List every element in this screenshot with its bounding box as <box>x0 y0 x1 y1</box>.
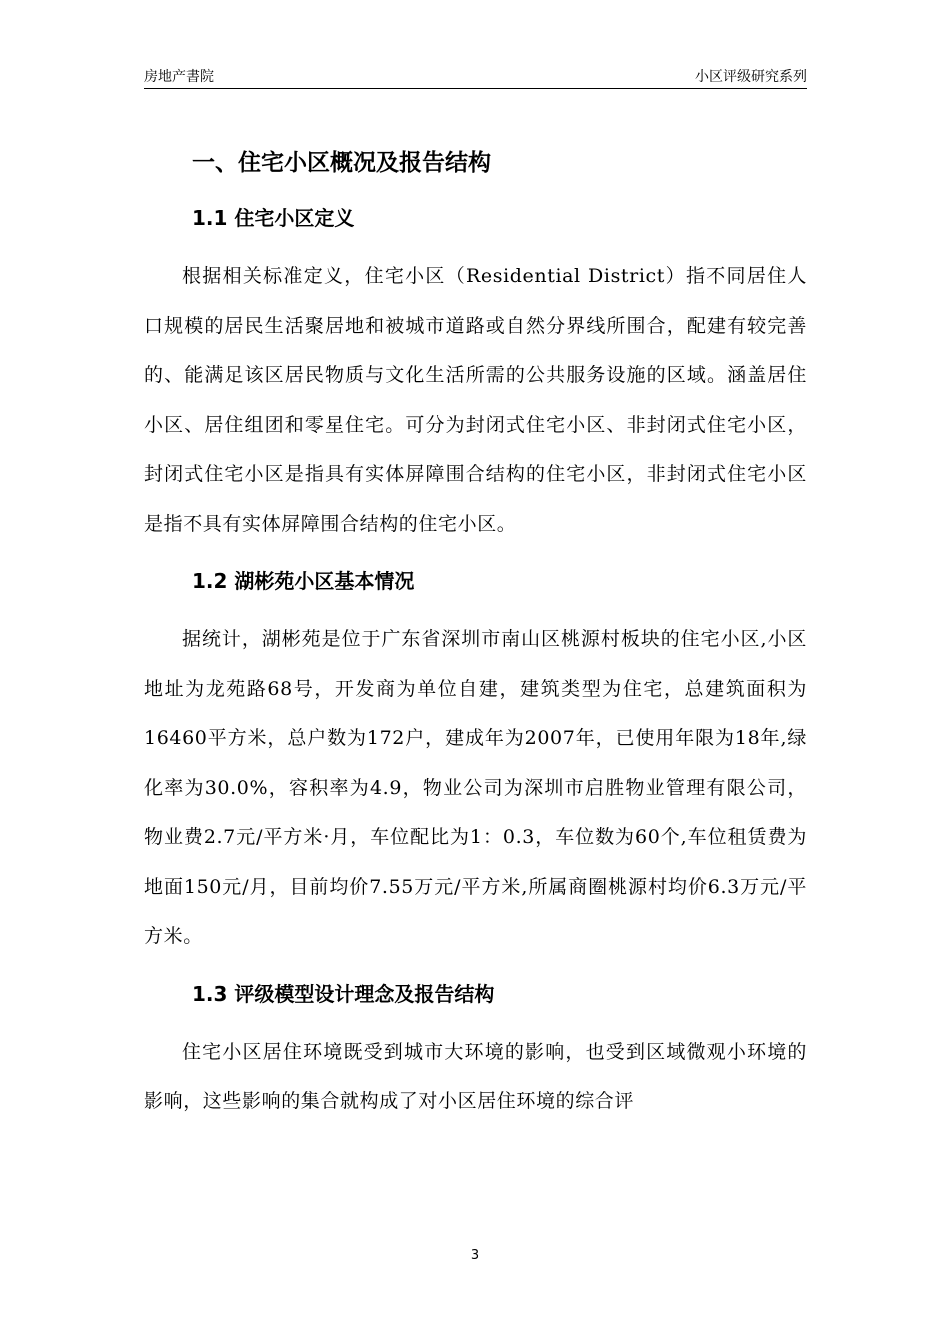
document-body <box>144 140 807 1127</box>
paragraph-model-design: 住宅小区居住环境既受到城市大环境的影响，也受到区域微观小环境的影响，这些影响的集合就构成了对小区居住环境的综合评 <box>144 1040 807 1112</box>
section-title-basic-info: 1.2 湖彬苑小区基本情况 <box>192 569 415 593</box>
header-publisher: 房地产書院 <box>144 69 214 85</box>
page-number: 3 <box>470 1248 480 1263</box>
section-title-definition: 1.1 住宅小区定义 <box>192 206 355 230</box>
section-title-model-design: 1.3 评级模型设计理念及报告结构 <box>192 981 495 1006</box>
header-series-title: 小区评级研究系列 <box>695 69 807 85</box>
chapter-title: 一、住宅小区概况及报告结构 <box>192 150 491 176</box>
page-header <box>144 64 807 89</box>
paragraph-definition: 根据相关标准定义，住宅小区（Residential District）指不同居住人口规模的居民生活聚居地和被城市道路或自然分界线所围合，配建有较完善的、能满足该区居民物质与文化生活所需的公共服务设施的区域。涵盖居住小区、居住组团和零星住宅。可分为封闭式住宅小区、非封闭式住宅小区，封闭式住宅小区是指具有实体屏障围合结构的住宅小区，非封闭式住宅小区是指不具有实体屏障围合结构的住宅小区。 <box>144 265 807 535</box>
paragraph-basic-info: 据统计，湖彬苑是位于广东省深圳市南山区桃源村板块的住宅小区,小区地址为龙苑路68号，开发商为单位自建，建筑类型为住宅，总建筑面积为16460平方米，总户数为172户，建成年为2007年，已使用年限为18年,绿化率为30.0%，容积率为4.9，物业公司为深圳市启胜物业管理有限公司，物业费2.7元/平方米·月，车位配比为1：0.3，车位数为60个,车位租赁费为地面150元/月，目前均价7.55万元/平方米,所属商圈桃源村均价6.3万元/平方米。 <box>144 628 807 947</box>
